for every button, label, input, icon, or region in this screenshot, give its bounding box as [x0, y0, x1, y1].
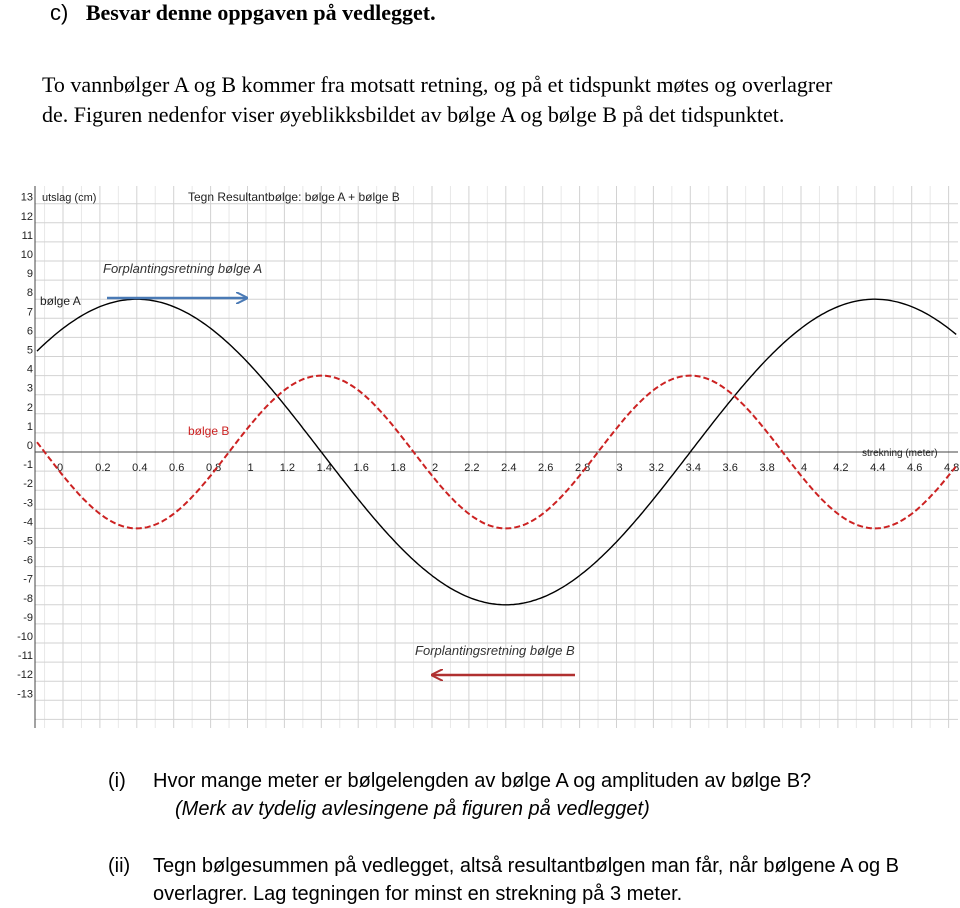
y-tick-label: 5 — [26, 344, 33, 357]
y-tick-label: -4 — [23, 516, 33, 529]
x-tick-label: 3.6 — [722, 462, 738, 474]
x-tick-label: 1.8 — [390, 462, 406, 474]
series-label-b: bølge B — [188, 424, 230, 438]
question-2-line-2: overlagrer. Lag tegningen for minst en strekning på 3 meter. — [153, 883, 683, 905]
x-tick-label: 3.8 — [759, 462, 775, 474]
chart-title: Tegn Resultantbølge: bølge A + bølge B — [188, 190, 400, 204]
y-tick-label: 13 — [20, 191, 33, 204]
x-tick-label: 0.2 — [95, 462, 111, 474]
y-tick-label: -8 — [23, 592, 33, 605]
x-tick-label: 3.2 — [648, 462, 665, 474]
y-tick-labels — [17, 192, 33, 701]
x-tick-label: 2 — [431, 462, 439, 474]
y-tick-label: 7 — [26, 306, 33, 319]
question-1 — [153, 767, 943, 823]
y-tick-label: -5 — [23, 535, 33, 548]
y-tick-label: 6 — [26, 325, 33, 338]
x-tick-label: 2.2 — [464, 462, 480, 474]
y-tick-label: 0 — [26, 440, 33, 452]
x-tick-label: 4 — [800, 462, 808, 474]
intro-line-2: de. Figuren nedenfor viser øyeblikksbildet av bølge A og bølge B på det tidspunktet. — [42, 102, 785, 127]
arrow-b-label: Forplantingsretning bølge B — [415, 643, 575, 658]
x-tick-label: 3 — [616, 462, 623, 474]
x-tick-label: 2.4 — [501, 462, 517, 474]
y-tick-label: -11 — [17, 650, 33, 663]
intro-line-1: To vannbølger A og B kommer fra motsatt retning, og på et tidspunkt møtes og overlagrer — [42, 72, 833, 97]
arrow-a-label: Forplantingsretning bølge A — [103, 261, 263, 276]
question-2-line-1: Tegn bølgesummen på vedlegget, altså resultantbølgen man får, når bølgene A og B — [153, 855, 900, 877]
x-tick-label: 1 — [247, 462, 254, 474]
x-axis-label: strekning (meter) — [862, 448, 938, 459]
y-tick-label: -10 — [17, 631, 33, 643]
y-tick-label: -6 — [23, 554, 33, 567]
task-title: Besvar denne oppgaven på vedlegget. — [85, 0, 436, 25]
y-tick-label: 8 — [26, 287, 33, 300]
y-tick-label: -1 — [23, 459, 33, 472]
question-1-label: (i) — [108, 770, 126, 792]
y-tick-label: 11 — [21, 229, 33, 242]
y-tick-label: -9 — [23, 611, 33, 624]
x-tick-label: 2.8 — [574, 462, 591, 474]
y-tick-label: -2 — [23, 478, 33, 491]
x-tick-label: 0.4 — [132, 462, 148, 474]
x-tick-label: 4.4 — [870, 462, 886, 474]
task-heading — [50, 0, 436, 26]
y-tick-label: -12 — [17, 669, 33, 682]
series-label-a: bølge A — [40, 294, 81, 308]
x-tick-label: 0.8 — [205, 462, 222, 474]
x-tick-label: 1.4 — [316, 462, 332, 474]
y-tick-label: 10 — [20, 249, 33, 261]
question-1-note: (Merk av tydelig avlesingene på figuren på vedlegget) — [175, 798, 650, 820]
question-2-label: (ii) — [108, 855, 131, 877]
x-tick-label: 4.2 — [833, 462, 849, 474]
x-tick-label: 2.6 — [538, 462, 554, 474]
question-2 — [153, 852, 953, 908]
wave-graph — [0, 180, 960, 740]
y-tick-label: -7 — [23, 573, 33, 586]
y-tick-label: 2 — [26, 401, 33, 414]
y-tick-label: 4 — [26, 363, 33, 376]
x-tick-label: 0.6 — [169, 462, 185, 474]
question-1-text: Hvor mange meter er bølgelengden av bølge A og amplituden av bølge B? — [153, 770, 812, 792]
x-tick-label: 0 — [56, 462, 64, 474]
y-tick-label: -3 — [23, 497, 33, 510]
x-tick-label: 4.8 — [943, 462, 960, 474]
x-tick-label: 1.2 — [279, 462, 296, 474]
y-tick-label: 3 — [26, 382, 33, 395]
y-tick-label: 1 — [26, 420, 33, 433]
x-tick-label: 3.4 — [685, 462, 701, 474]
y-tick-label: -13 — [17, 688, 33, 701]
x-tick-label: 4.6 — [907, 462, 923, 474]
y-axis-label: utslag (cm) — [42, 192, 97, 204]
task-number: c) — [50, 0, 69, 25]
x-tick-label: 1.6 — [353, 462, 369, 474]
y-tick-label: 9 — [26, 268, 33, 281]
y-tick-label: 12 — [20, 210, 33, 223]
intro-text — [42, 70, 942, 130]
